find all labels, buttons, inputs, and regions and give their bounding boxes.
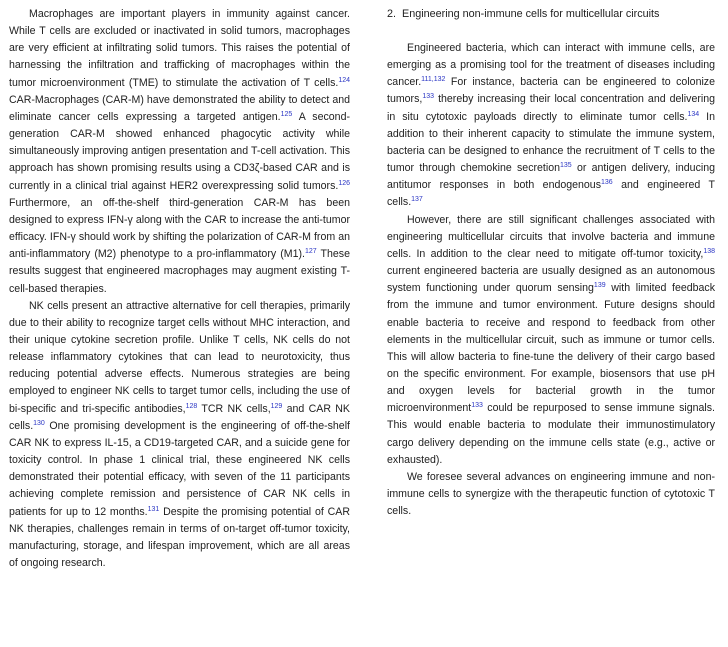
citation-link[interactable]: 127	[304, 248, 317, 256]
citation-link[interactable]: 137	[411, 196, 423, 204]
citation-link[interactable]: 133	[422, 93, 435, 101]
text-run: with limited feedback from the immune and tumor environment. Future designs should enable bacteria to receive and respond to feedback from other elements in the multicellular circuit, such as immune or tumor cells. This will allow bacteria to fine-tune the delivery of their cargo based on the specific environment. For example, biosensors that use pH and oxygen levels for bacterial growth in the tumor microenvironment	[387, 282, 716, 415]
paragraph	[387, 40, 715, 212]
text-run: However, there are still significant challenges associated with engineering multicellular circuits that involve bacteria and immune cells. In addition to the clear need to mitigate off-tumor toxicity,	[387, 213, 715, 260]
text-run: Despite the promising potential of CAR NK therapies, challenges remain in terms of on-target off-tumor toxicity, manufacturing, storage, and lifespan improvement, which are all areas of ongoing research.	[9, 505, 350, 569]
left-column	[9, 6, 350, 572]
citation-link[interactable]: 134	[687, 110, 700, 118]
citation-link[interactable]: 129	[270, 402, 283, 410]
citation-link[interactable]: 136	[601, 179, 613, 187]
paragraph	[387, 212, 715, 469]
paragraph	[387, 469, 715, 520]
text-run: NK cells present an attractive alternative for cell therapies, primarily due to their ability to recognize target cells without MHC interaction, and their unique cytokine secretion profile. Unlike T cells, NK cells do not release inflammatory cytokines that can lead to neurotoxicity, thus reducing potential adverse effects. Numerous strategies are being employed to engineer NK cells to target tumor cells, including the use of bi-specific and tri-specific antibodies,	[9, 299, 350, 415]
text-run: could be repurposed to sense immune signals. This would enable bacteria to modulate their immunostimulatory cargo delivery depending on the immune cells state (e.g., active or exhausted).	[387, 402, 715, 466]
text-run: and CAR NK cells.	[9, 402, 350, 432]
citation-link[interactable]: 131	[147, 505, 160, 513]
text-run: TCR NK cells,	[197, 402, 271, 415]
text-run: One promising development is the engineering of off-the-shelf CAR NK to express IL-15, a CD19-targeted CAR, and a suicide gene for toxicity control. In phase 1 clinical trial, these engineered NK cells demonstrated their potential efficacy, with seven of the 11 participants achieving complete remission and persistence of CAR NK cells in patients for up to 12 months.	[9, 419, 350, 518]
paragraph	[9, 6, 350, 298]
text-run: thereby increasing their local concentration and delivering in situ cytotoxic payloads directly to eliminate tumor cells.	[387, 93, 715, 123]
paragraph	[9, 298, 350, 573]
citation-link[interactable]: 128	[185, 402, 198, 410]
text-run: current engineered bacteria are usually designed as an autonomous system functioning under quorum sensing	[387, 265, 715, 295]
section-heading	[387, 6, 715, 23]
citation-link[interactable]: 126	[338, 179, 350, 187]
citation-link[interactable]: 135	[560, 162, 572, 170]
text-run: In addition to their inherent capacity to stimulate the immune system, bacteria can be designed to enhance the recruitment of T cells to the tumor through chemokine secretion	[387, 110, 715, 175]
citation-link[interactable]: 130	[33, 419, 45, 427]
text-run: and engineered T cells.	[387, 179, 715, 209]
citation-link[interactable]: 125	[280, 110, 293, 118]
citation-link[interactable]: 138	[703, 247, 715, 255]
section-title: Engineering non-immune cells for multicellular circuits	[402, 8, 660, 20]
text-run: We foresee several advances on engineering immune and non-immune cells to synergize with the therapeutic function of cytotoxic T cells.	[387, 470, 715, 518]
text-run: A second-generation CAR-M showed enhanced phagocytic activity while simultaneously improving antigen presentation and T-cell activation. This approach has shown promising results using a CD3ζ-based CAR and is currently in a clinical trial against HER2 overexpressing solid tumors.	[9, 110, 350, 192]
right-column	[387, 6, 715, 520]
text-run: Furthermore, an off-the-shelf third-generation CAR-M has been designed to express IFN-γ along with the CAR to increase the anti-tumor efficacy. IFN-γ should work by shifting the polarization of CAR-M from an anti-inflammatory (M2) phenotype to a pro-inflammatory (M1).	[9, 196, 350, 261]
citation-link[interactable]: 111,132	[421, 76, 446, 84]
text-run: Engineered bacteria, which can interact with immune cells, are emerging as a promising tool for the treatment of diseases including cancer.	[387, 42, 715, 89]
section-number: 2.	[387, 8, 397, 20]
text-run: CAR-Macrophages (CAR-M) have demonstrated the ability to detect and eliminate cancer cells expressing a targeted antigen.	[9, 93, 350, 123]
text-run: These results suggest that engineered macrophages may augment existing T-cell-based therapies.	[9, 248, 350, 295]
text-run: For instance, bacteria can be engineered to colonize tumors,	[387, 76, 715, 106]
citation-link[interactable]: 139	[593, 282, 606, 290]
citation-link[interactable]: 133	[471, 402, 483, 410]
right-column-body	[387, 40, 715, 520]
text-run: or antigen delivery, inducing antitumor responses in both endogenous	[387, 162, 716, 192]
text-run: Macrophages are important players in immunity against cancer. While T cells are excluded or inactivated in solid tumors, macrophages are very efficient at infiltrating solid tumors. This raises the potential of harnessing the infiltration and trafficking of macrophages within the tumor microenvironment (TME) to stimulate the activation of T cells.	[9, 8, 350, 89]
citation-link[interactable]: 124	[338, 76, 350, 84]
